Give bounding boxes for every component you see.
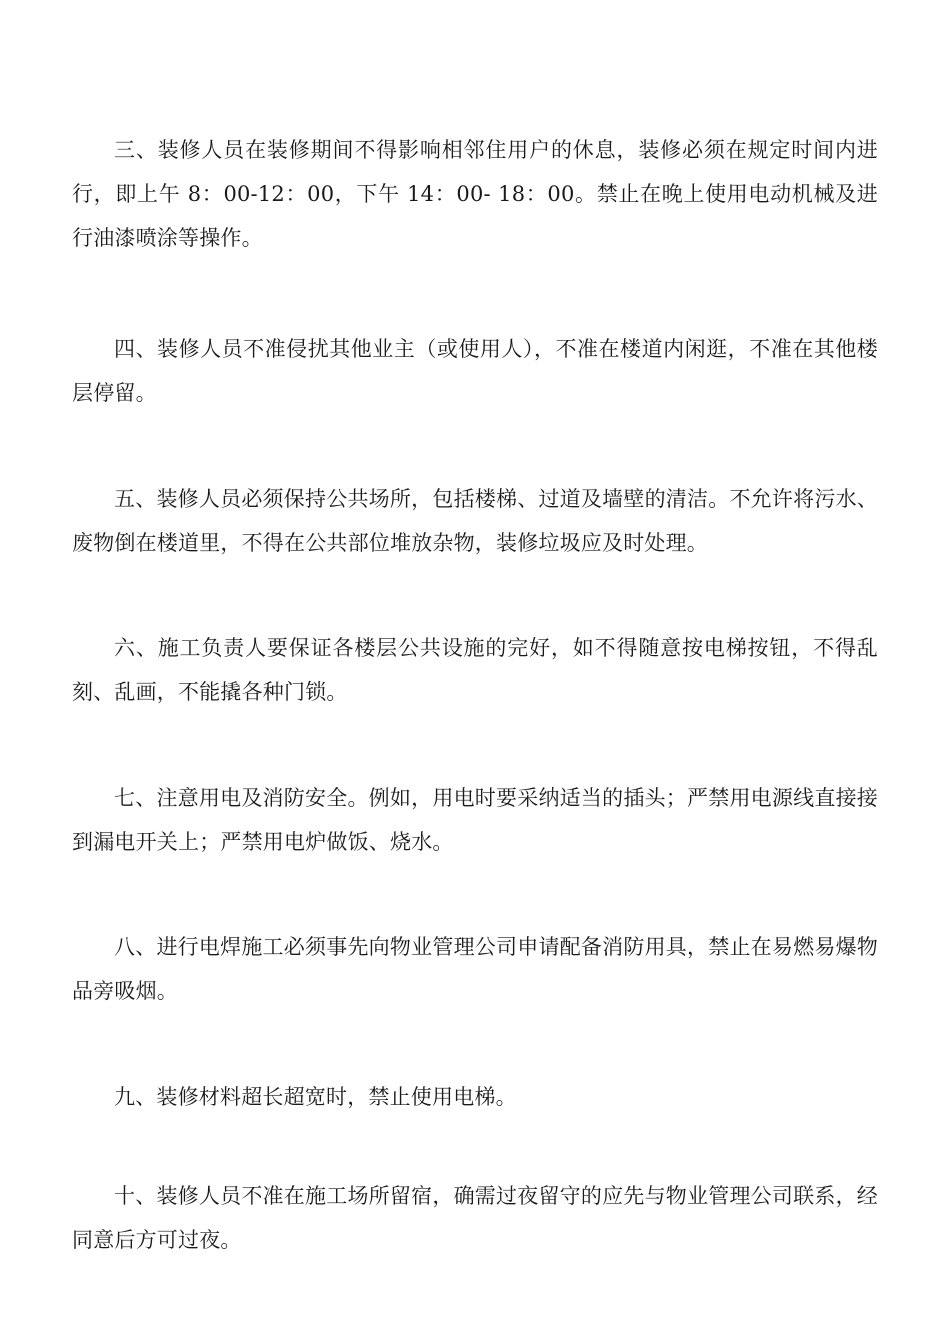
paragraph-rule-8: 八、进行电焊施工必须事先向物业管理公司申请配备消防用具，禁止在易燃易爆物品旁吸烟。 [72, 935, 878, 1003]
paragraph-rule-6: 六、施工负责人要保证各楼层公共设施的完好，如不得随意按电梯按钮，不得乱刻、乱画，不能撬各种门锁。 [72, 636, 878, 704]
paragraph-rule-7: 七、注意用电及消防安全。例如，用电时要采纳适当的插头；严禁用电源线直接接到漏电开关上；严禁用电炉做饭、烧水。 [72, 786, 878, 854]
paragraph-rule-4: 四、装修人员不准侵扰其他业主（或使用人），不准在楼道内闲逛，不准在其他楼层停留。 [72, 337, 878, 405]
paragraph-rule-9: 九、装修材料超长超宽时，禁止使用电梯。 [114, 1085, 517, 1109]
paragraph-rule-5: 五、装修人员必须保持公共场所，包括楼梯、过道及墙壁的清洁。不允许将污水、废物倒在楼道里，不得在公共部位堆放杂物，装修垃圾应及时处理。 [72, 487, 878, 555]
paragraph-rule-3: 三、装修人员在装修期间不得影响相邻住用户的休息，装修必须在规定时间内进行，即上午 8：00-12：00，下午 14：00- 18：00。禁止在晚上使用电动机械及进行油漆喷涂等操作。 [72, 138, 878, 250]
paragraph-rule-10: 十、装修人员不准在施工场所留宿，确需过夜留守的应先与物业管理公司联系，经同意后方可过夜。 [72, 1184, 878, 1252]
